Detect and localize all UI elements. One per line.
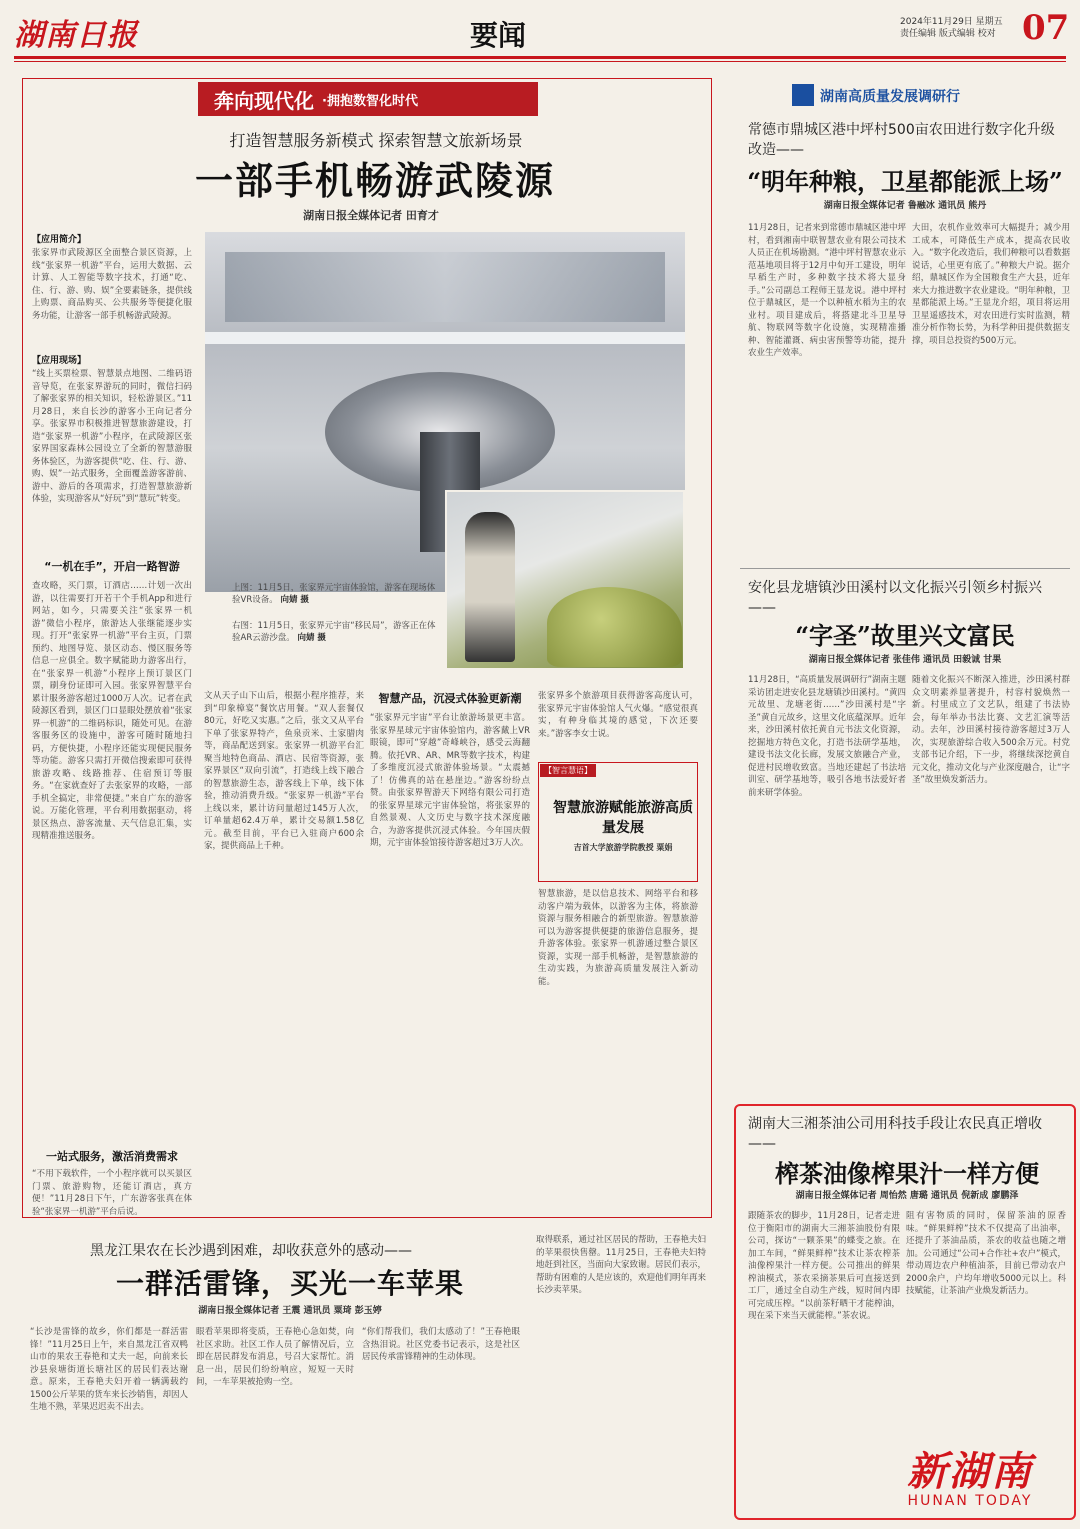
a1-separator: [740, 568, 1070, 569]
intro-text: 张家界市武陵源区全面整合景区资源，上线“张家界一机游”平台，运用大数据、云计算、人工智能等数字技术，打通“吃、住、行、游、购、娱”全要素链条，提供线上购票、商品购买、公共服务等便捷化服务功能，让游客一部手机畅游武陵源。: [32, 248, 192, 321]
a2-headline[interactable]: “字圣”故里兴文富民: [795, 621, 1015, 650]
main-headline[interactable]: 一部手机畅游武陵源: [194, 158, 555, 203]
a3-kicker: 湖南大三湘茶油公司用科技手段让农民真正增收——: [748, 1116, 1042, 1152]
header-divider-thin: [14, 61, 1066, 62]
col3-text: “张家界元宇宙”平台让旅游场景更丰富。张家界星球元宇宙体验馆内，游客戴上VR眼镜，即可“穿越”奇峰峡谷，感受云海翻腾。依托VR、AR、MR等数字技术，构建了多维度沉浸式旅游体验场景。“太震撼了！仿佛真的站在悬崖边。”游客纷纷点赞。由张家界智游天下网络有限公司打造的张家界星球元宇宙体验馆，将张家界的自然景观、人文历史与数字技术深度融合，为游客提供沉浸式体验。今年国庆假期，元宇宙体验馆接待游客超过3万人次。: [370, 713, 530, 848]
bottom-headline[interactable]: 一群活雷锋，买光一车苹果: [115, 1267, 464, 1300]
section-title: 要闻: [470, 19, 527, 52]
bottom-byline: 湖南日报全媒体记者 王震 通讯员 粟琦 彭玉婷: [198, 1306, 382, 1316]
subhead-immersive: 智慧产品，沉浸式体验更新潮: [378, 692, 522, 705]
a3-text-right: 阻有害物质的同时，保留茶油的原香味。“鲜果鲜榨”技术不仅提高了出油率，还提升了茶油品质，茶农的收益也随之增加。公司通过“公司+合作社+农户”模式，带动周边农户种植油茶，目前已带动农户2000余户，户均年增收5000元以上。科技赋能，让茶油产业焕发新活力。: [906, 1211, 1066, 1296]
caption-1-text: 上图：11月5日，张家界元宇宙体验馆，游客在现场体验VR设备。: [232, 583, 436, 605]
photo-person-shape: [465, 512, 515, 662]
caption-1-credit: 向婧 摄: [280, 595, 309, 605]
a1-kicker: 常德市鼎城区港中坪村500亩农田进行数字化升级改造——: [748, 122, 1055, 158]
bottom-kicker: 黑龙江果农在长沙遇到困难，却收获意外的感动——: [90, 1243, 412, 1259]
subhead-one-phone: “一机在手”，开启一路智游: [44, 560, 180, 573]
bottom-text-col4: 取得联系，通过社区居民的帮助，王春艳夫妇的苹果很快售罄。11月25日，王春艳夫妇特地赶到社区，当面向大家致谢。居民们表示，帮助有困难的人是应该的，欢迎他们明年再来长沙卖苹果。: [536, 1235, 706, 1295]
expert-comment-text: 智慧旅游，是以信息技术、网络平台和移动客户端为载体，以游客为主体，将旅游资源与服务相融合的新型旅游。智慧旅游可以为游客提供便捷的旅游信息服务，提升游客体验。张家界一机游通过整合景区资源，实现一部手机畅游，是智慧旅游的生动实践，为旅游高质量发展注入新动能。: [538, 889, 698, 987]
scene-text: “线上买票检票、智慧景点地图、二维码语音导览，在张家界游玩的同时，微信扫码了解张家界的相关知识，轻松游景区。”11月28日，来自长沙的游客小王向记者分享。张家界市积极推进智慧旅游建设，打造“张家界一机游”小程序，在武陵源区张家界国家森林公园设立了全新的智慧游服务体验区，为游客提供“吃、住、行、游、购、娱”一站式服务，全面覆盖游客游前、游中、游后的各项需求，打造智慧旅游新体验，实现游客从“好玩”到“慧玩”转变。: [32, 369, 192, 504]
a2-kicker: 安化县龙塘镇沙田溪村以文化振兴引领乡村振兴——: [748, 580, 1042, 616]
column-banner: [198, 82, 538, 116]
expert-comment-title[interactable]: 智慧旅游赋能旅游高质量发展: [553, 800, 693, 836]
intro-label: 【应用简介】: [32, 235, 87, 245]
watermark-en: HUNAN TODAY: [907, 1493, 1033, 1509]
banner-title: 奔向现代化: [214, 88, 314, 113]
caption-2-text: 右图：11月5日，张家界元宇宙“移民局”，游客正在体验AR云游沙盘。: [232, 621, 436, 643]
expert-comment-author: 吉首大学旅游学院教授 粟娟: [573, 843, 673, 852]
main-byline: 湖南日报全媒体记者 田育才: [303, 209, 439, 222]
watermark-logo: [870, 1440, 1070, 1509]
a1-byline: 湖南日报全媒体记者 鲁融冰 通讯员 熊丹: [823, 201, 987, 211]
main-col-3: [370, 690, 530, 1210]
photo-caption-right: [232, 620, 442, 644]
section1-text: 查攻略，买门票，订酒店……计划一次出游，以往需要打开若干个手机App和进行网站，如今，只需要关注“张家界一机游”微信小程序，旅游达人张继能逐步实现。打开“张家界一机游”平台主页，门票预约、地图导览、景区动态、慢区服务等信息一应俱全。数字赋能助力游客出行，在“张家界一机游”小程序上预订景区门票，刷身份证即可入园。张家界智慧平台累计服务游客超过1000万人次。记者在武陵源区看到，景区门口显眼处摆放着“张家界一机游”的二维码标识，随处可见。在游客服务区的设施中，游客可随时随地扫码，方便快捷，小程序还能实现便民服务等功能。游客只需打开微信搜索即可获得旅游攻略、线路推荐、住宿预订等服务。“在家就查好了去张家界的攻略，一部手机全搞定，非常便捷。”来自广东的游客说。万能化管理，平台利用数据驱动，将景区热点、游客流量、天气信息汇集，实现精准推送服务。: [32, 581, 192, 841]
photo-ar-sandtable: [445, 490, 685, 670]
photo-band-shape: [205, 332, 685, 344]
photo-sandtable-shape: [547, 587, 682, 667]
bottom-text-col3: “你们帮我们，我们太感动了！”王春艳眼含热泪说。社区党委书记表示，这是社区居民传承雷锋精神的生动体现。: [362, 1327, 520, 1362]
photo-screen-shape: [225, 252, 665, 322]
main-mid-column: 文从天子山下山后，根据小程序推荐，来到“印象樟宴”餐饮店用餐。“双人套餐仅80元，好吃又实惠。”之后，张文又从平台下单了张家界特产，鱼泉贡米、土家腊肉等，商品配送到家。张家界一机游平台汇聚当地特色商品、酒店、民宿等资源，张家界景区“双向引流”，打造线上线下融合的智慧旅游生态，游客线上下单，线下体验，推动消费升级。“张家界一机游”平台上线以来，累计访问量超过145万人次，订单量超62.4万单，累计交易额1.58亿元。截至目前，平台已入驻商户600余家，提供商品上千种。: [204, 691, 364, 851]
caption-2-credit: 向婧 摄: [297, 633, 326, 643]
scene-label: 【应用现场】: [32, 356, 87, 366]
banner-subtitle: ·拥抱数智化时代: [322, 93, 418, 109]
bottom-text-col2: 眼看苹果即将变质，王春艳心急如焚，向社区求助。社区工作人员了解情况后，立即在居民群发布消息，号召大家帮忙。消息一出，居民们纷纷响应，短短一天时间，一车苹果被抢购一空。: [196, 1327, 354, 1387]
series-logo-icon: [792, 84, 814, 106]
a1-text-right: 大田，农机作业效率可大幅提升；减少用工成本，可降低生产成本，提高农民收入。“数字化改造后，我们种粮可以看数据说话，心里更有底了。”种粮大户说。据介绍，鼎城区作为全国粮食生产大县，近年来大力推进数字农业建设。“明年种粮，卫星都能派上场。”王显龙介绍，项目将运用卫星遥感技术，对农田进行实时监测，精准分析作物长势，为科学种田提供数据支撑，项目总投资约500万元。: [912, 223, 1070, 346]
main-col-4-top: 张家界多个旅游项目获得游客高度认可，张家界元宇宙体验馆人气火爆。“感觉很真实，有种身临其境的感觉，下次还要来。”游客李女士说。: [538, 691, 698, 739]
a2-text-right: 随着文化振兴不断深入推进，沙田溪村群众文明素养显著提升，村容村貌焕然一新。村里成立了文艺队，组建了书法协会，每年举办书法比赛、文艺汇演等活动。去年，沙田溪村接待游客超过3万人次，实现旅游综合收入500余万元。村党支部书记介绍，下一步，将继续深挖黄自元文化，推动文化与产业深度融合，让“字圣”故里焕发新活力。: [912, 675, 1070, 785]
bottom-text-col1: “长沙是雷锋的故乡，你们都是一群活雷锋！”11月25日上午，来自黑龙江省双鸭山市的果农王春艳和丈夫一起，向前来长沙县泉塘街道长塘社区的居民们表达谢意。原来，王春艳夫妇开着一辆满载约1500公斤苹果的货车来长沙销售，却因人生地不熟，苹果迟迟卖不出去。: [30, 1327, 188, 1412]
photo-caption-top: [232, 582, 442, 606]
subhead-one-stop: 一站式服务，激活消费需求: [46, 1150, 178, 1163]
paper-logo: 湖南日报: [14, 18, 138, 53]
a3-headline[interactable]: 榨茶油像榨果汁一样方便: [775, 1159, 1039, 1188]
section2-text: “不用下载软件，一个小程序就可以买景区门票、旅游购物，还能订酒店，真方便！”11月28日下午，广东游客张真在体验“张家界一机游”平台后说。: [32, 1169, 192, 1217]
header-info: [900, 16, 1020, 40]
header-divider: [14, 56, 1066, 59]
a1-text-left: 11月28日，记者来到常德市鼎城区港中坪村，看到湘南中联智慧农业有限公司技术人员正在机场勘测。“港中坪村智慧农业示范基地项目将于12月中旬开工建设，明年早稻生产时，多种数字技术将大显身手。”公司副总工程师王显龙说。港中坪村位于鼎城区，是一个以种植水稻为主的农业村。项目建成后，将搭建北斗卫星导航、物联网等数字化设施，实现精准播种、智能灌溉、病虫害预警等功能，提升农业生产效率。: [748, 223, 906, 358]
main-left-column: [32, 232, 192, 1217]
series-logo-text: 湖南高质量发展调研行: [820, 89, 960, 105]
a1-headline[interactable]: “明年种粮，卫星都能派上场”: [747, 167, 1063, 196]
page-number: 07: [1022, 8, 1070, 48]
a3-byline: 湖南日报全媒体记者 周怡然 唐璐 通讯员 倪新成 廖鹏泽: [795, 1191, 1019, 1201]
watermark-cn: 新湖南: [907, 1448, 1033, 1495]
a3-text-left: 跟随茶农的脚步，11月28日，记者走进位于衡阳市的湖南大三湘茶油股份有限公司，探访“一颗茶果”的蝶变之旅。在加工车间，“鲜果鲜榨”技术让茶农榨茶油像榨果汁一样方便。公司推出的鲜果榨油模式，茶农采摘茶果后可直接送到工厂，通过全自动生产线，短时间内即可完成压榨。“以前茶籽晒干才能榨油，现在采下来当天就能榨。”茶农说。: [748, 1211, 900, 1321]
header-date: 2024年11月29日 星期五: [900, 17, 1003, 27]
expert-comment-tag: 【智言慧语】: [540, 764, 596, 777]
a2-byline: 湖南日报全媒体记者 张佳伟 通讯员 田毅诚 甘果: [808, 655, 1002, 665]
main-kicker: 打造智慧服务新模式 探索智慧文旅新场景: [229, 131, 523, 150]
a2-text-left: 11月28日，“高质量发展调研行”湖南主题采访团走进安化县龙塘镇沙田溪村。“黄四元故里、龙塘老街……”沙田溪村是“字圣”黄自元故乡，这里文化底蕴深厚。近年来，沙田溪村依托黄自元书法文化资源，挖掘地方特色文化，打造书法研学基地，建设书法文化长廊，发展文旅融合产业，促进村民增收致富。当地还建起了书法培训室、研学基地等，吸引各地书法爱好者前来研学体验。: [748, 675, 906, 798]
header-editors: 责任编辑 版式编辑 校对: [900, 29, 996, 39]
